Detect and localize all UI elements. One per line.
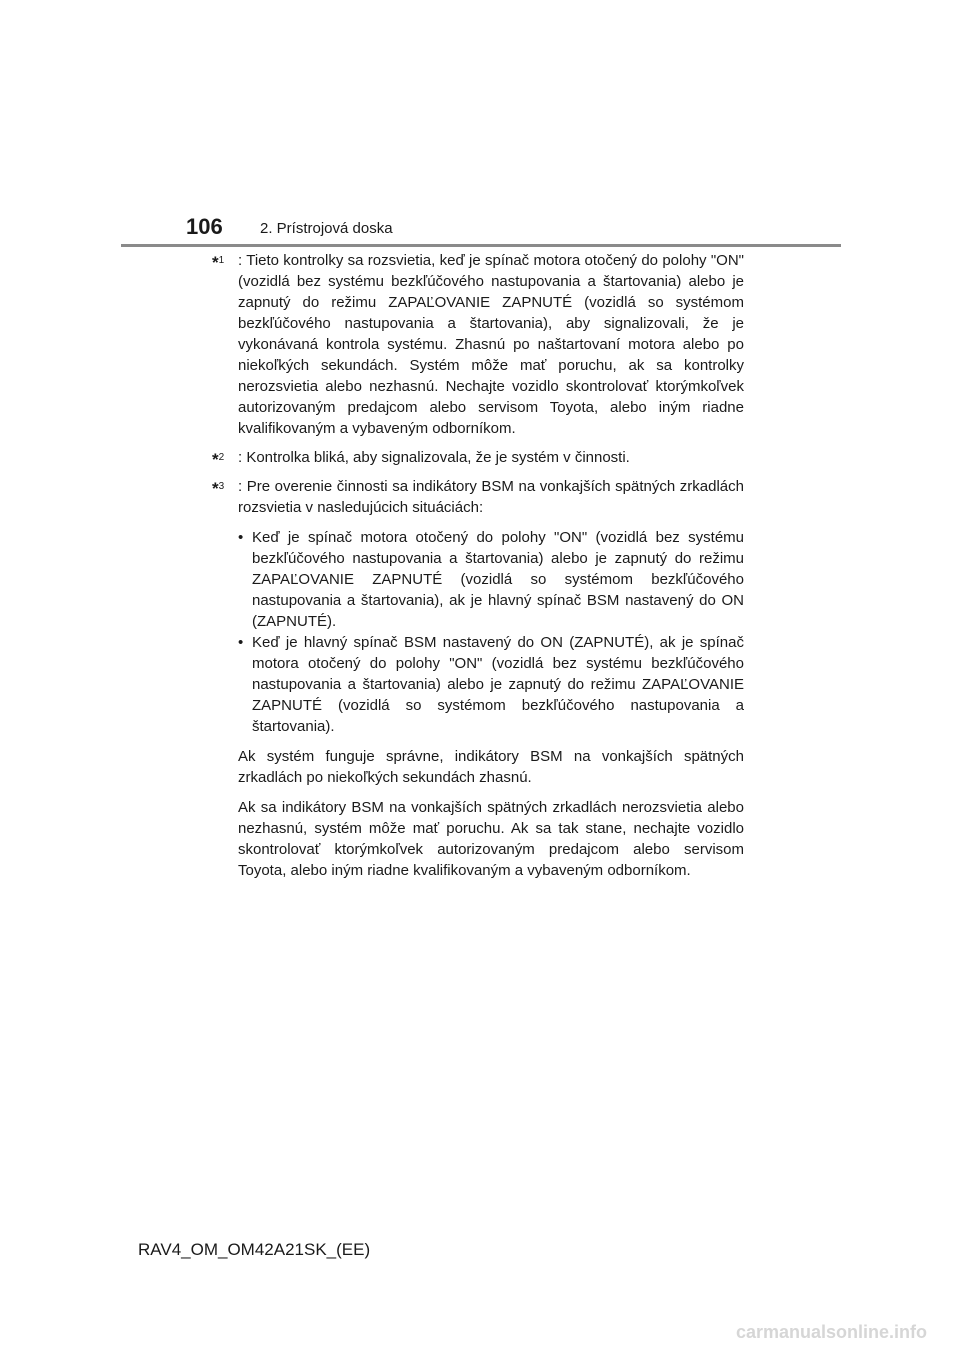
page-header: [0, 0, 960, 250]
section-title: 2. Prístrojová doska: [260, 220, 393, 237]
paragraph: Ak sa indikátory BSM na vonkajších spätných zrkadlách nerozsvietia alebo nezhasnú, systém môže mať poruchu. Ak sa tak stane, nechajte vozidlo skontrolovať ktorýmkoľvek autorizovaným predajcom alebo servisom Toyota, alebo iným riadne kvalifikovaným a vybaveným odborníkom.: [238, 799, 744, 879]
page-number: 106: [186, 214, 223, 239]
list-item: • Keď je spínač motora otočený do polohy "ON" (vozidlá bez systému bezkľúčového nastupovania a štartovania) alebo je zapnutý do režimu ZAPAĽOVANIE ZAPNUTÉ (vozidlá so systémom bezkľúčového nastupovania a štartovania), ak je hlavný spínač BSM nastavený do ON (ZAPNUTÉ).: [238, 529, 744, 630]
footnote-1: [212, 250, 744, 439]
footnote-intro: : Pre overenie činnosti sa indikátory BSM na vonkajších spätných zrkadlách rozsvietia v nasledujúcich situáciách:: [238, 478, 744, 516]
document-code: RAV4_OM_OM42A21SK_(EE): [138, 1240, 371, 1259]
paragraph: Ak systém funguje správne, indikátory BSM na vonkajších spätných zrkadlách po niekoľkých sekundách zhasnú.: [238, 748, 744, 786]
footnote-text: : Tieto kontrolky sa rozsvietia, keď je spínač motora otočený do polohy "ON" (vozidlá bez systému bezkľúčového nastupovania a štartovania) alebo je zapnutý do režimu ZAPAĽOVANIE ZAPNUTÉ (vozidlá so systémom bezkľúčového nastupovania a štartovania), aby signalizovali, že je vykonávaná kontrola systému. Zhasnú po naštartovaní motora alebo po niekoľkých sekundách. Systém môže mať poruchu, ak sa kontrolky nerozsvietia alebo nezhasnú. Nechajte vozidlo skontrolovať ktorýmkoľvek autorizovaným predajcom alebo servisom Toyota, alebo iným riadne kvalifikovaným a vybaveným odborníkom.: [238, 252, 744, 437]
footnote-2: [212, 447, 744, 468]
footnote-marker: *$^1$: [212, 253, 225, 272]
footnote-3: [212, 476, 744, 881]
list-item: • Keď je hlavný spínač BSM nastavený do ON (ZAPNUTÉ), ak je spínač motora otočený do polohy "ON" (vozidlá bez systému bezkľúčového nastupovania a štartovania) alebo je zapnutý do režimu ZAPAĽOVANIE ZAPNUTÉ (vozidlá so systémom bezkľúčového nastupovania a štartovania).: [238, 634, 744, 735]
notes-section: [212, 250, 744, 889]
footnote-text: : Kontrolka bliká, aby signalizovala, že je systém v činnosti.: [238, 449, 630, 466]
situation-list: [238, 527, 744, 737]
footnote-marker: *$^2$: [212, 450, 225, 469]
footnote-marker: *$^3$: [212, 479, 225, 498]
bullet-icon: •: [238, 529, 244, 546]
watermark: carmanualsonline.info: [736, 1322, 928, 1342]
bullet-icon: •: [238, 634, 244, 651]
header-divider: [121, 244, 841, 247]
